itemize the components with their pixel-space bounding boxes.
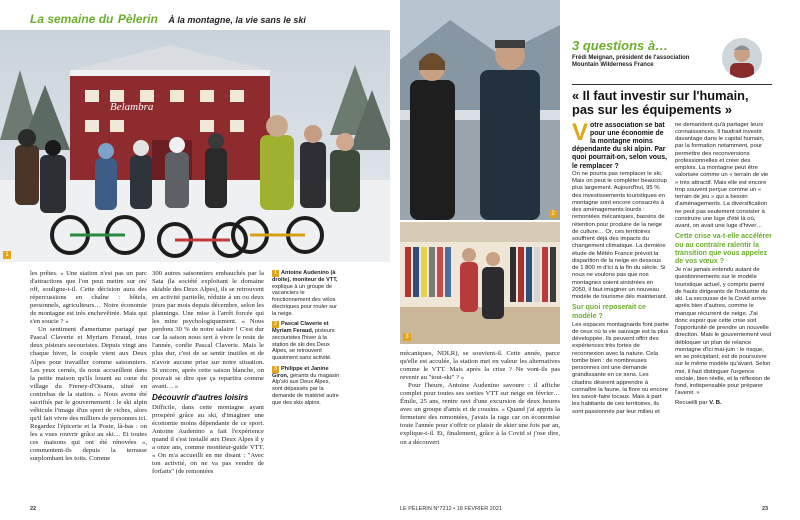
- interview-box: [572, 38, 772, 503]
- interview-guest: Frédi Meignan, président de l'association Mountain Wilderness France: [572, 55, 690, 69]
- interview-column-2: [675, 122, 772, 500]
- subhead-loisirs: Découvrir d'autres loisirs: [152, 392, 249, 402]
- paragraph: Difficile, dans cette montagne ayant prospéré grâce au ski, d'imaginer une économie moins dépendante de ce sport. Antoine Audenino a fait l'expérience quand il s'est installé aux Deux Alpes il y a onze ans, comme moniteur-guide VTT. « On m'a accueilli en me disant : "Avec ton activité, on ne va pas vendre de forfaits" (de remontées: [152, 403, 264, 476]
- hotel-sign: Belambra: [110, 101, 154, 113]
- interview-a1: On ne pourra pas remplacer le ski. Mais on peut le compléter beaucoup plus largement. Aujourd'hui, 95 % des investissements touristiques en montagne sont encore consacrés à des aménagements lourds : remontées mécaniques, bassins de rétention pour produire de la neige de culture… Or, ces territoires souffrent déjà des impacts du changement climatique. La dernière étude de Météo France prévoit la disparition de la neige en dessous de 1 800 m d'ici à la fin du siècle. Si nous ne voulons pas que nos montagnes soient sinistrées en 2050, il faut imaginer un nouveau modèle de tourisme dès maintenant.: [572, 170, 668, 301]
- paragraph: Pour l'heure, Antoine Audenino savoure : il affiche complet pour toutes ses sorties VTT sur neige en février… Émile, 25 ans, rentre ravi d'une excursion de deux heures avec un groupe d'amis et de cousins. « Quand j'ai appris la fermeture des remontées, j'avais la rage car on économise toute l'année pour s'offrir ce plaisir de skier une fois par an, explique-t-il. Et, finalement, grâce à la Covid si j'ose dire, on a découvert: [400, 382, 560, 446]
- photo-pisteurs: [400, 0, 560, 220]
- captions: [272, 270, 340, 406]
- pisteurs-photo: [400, 0, 560, 220]
- footer-center: [400, 506, 502, 512]
- caption-bold: Pascal Claverie et Myriam Feraud,: [272, 321, 329, 335]
- photo-number-3: 3: [403, 333, 411, 341]
- footer-left: [30, 506, 36, 512]
- section-header: [30, 10, 306, 26]
- interview-kicker: 3 questions à…: [572, 38, 669, 53]
- paragraph: 300 autres saisonniers embauchés par la Sata (la société exploitant le domaine skiable des Deux Alpes), ils se retrouvent en activité partielle, réduite à un ou deux jours par mois depuis décembre, selon les plannings. Une mise à l'arrêt forcée qui les mine psychologiquement. « Nous perdons 30 % de notre salaire ! C'est dur car la saison nous sert à vivre le reste de l'année, confie Pascal Claverie. Mais le plus dur, c'est de se sentir inutiles et de n'avoir aucune prise sur notre situation. Si encore, après cette saison blanche, on pouvait se dire que ça repartira comme avant… »: [152, 270, 264, 390]
- interview-credit: [675, 400, 772, 407]
- shop-photo: [400, 222, 560, 344]
- portrait-photo: [722, 38, 762, 78]
- caption-text: pisteurs secouristes l'hiver à la station de ski des Deux Alpes, se retrouvent quasiment sans activité.: [272, 328, 335, 362]
- article-column-2: [152, 270, 264, 502]
- article-column-4: [400, 350, 560, 498]
- caption-3: [272, 366, 340, 407]
- interview-q2: Sur quoi reposerait ce modèle ?: [572, 304, 646, 320]
- guest-portrait: [722, 38, 762, 78]
- caption-number: 3: [273, 365, 278, 372]
- credit-name: V. B.: [709, 399, 722, 406]
- main-photo: [0, 30, 390, 262]
- paragraph: les prêtes. « Une station n'est pas un parc d'attractions que l'on peut mettre sur on/ off, souligne-t-il. Cette décision aura des répercussions en chaîne : hôtels, personnels, agriculteurs… Notre économie de montagne est très enchevêtrée. Mais qui s'en soucie ? »: [30, 270, 147, 326]
- drop-cap: V: [572, 121, 589, 146]
- page-number-right: 23: [762, 506, 769, 512]
- photo-magasin: [400, 222, 560, 344]
- paragraph: Un sentiment d'amertume partagé par Pascal Claverie et Myriam Feraud, tous deux pisteurs secouristes. Depuis vingt ans chaque hiver, le couple vient aux Deux Alpes pour travailler comme saisonniers. Les yeux cernés, ils nous accueillent dans la petite maison qu'ils louent au cœur du village du Freney-d'Oisans, situé en contrebas de la station. « Nous avons été sacrifiés par le gouvernement : le ski alpin véhicule l'image d'un sport de riches, alors qu'il fait vivre des milliers de personnes ici. Regardez l'épicerie et la Poste, là-bas : on les a vues rouvrir grâce au ski… Et toutes ces maisons qui ont été rénovées », commentent-ils depuis la terrasse surplombant les toits. Comme: [30, 326, 147, 463]
- interview-q3: Cette crise va-t-elle accélérer ou au contraire ralentir la transition que vous appelez de vos vœux ?: [675, 233, 772, 265]
- caption-bold: Philippe et Janine Giron,: [272, 365, 329, 379]
- page-number-left: 22: [30, 506, 37, 512]
- article-column-1: [30, 270, 147, 500]
- caption-number: 2: [273, 321, 278, 328]
- caption-number: 1: [273, 270, 278, 276]
- interview-divider: [572, 84, 772, 85]
- caption-text: explique à un groupe de vacanciers le fonctionnement des vélos électriques pour rouler sur la neige.: [272, 283, 337, 317]
- credit-prefix: Recueilli par: [675, 399, 708, 406]
- footer-center-text: LE PÈLERIN N°7212 • 18 FÉVRIER 2021: [400, 506, 502, 512]
- section-subtitle: À la montagne, la vie sans le ski: [168, 15, 306, 25]
- caption-text: gérants du magasin Alp'ski aux Deux Alpes, sont dépassés par la demande de matériel autre que des skis alpins.: [272, 372, 340, 406]
- brand-prefix: La semaine du: [30, 12, 114, 26]
- photo-number-2: 2: [549, 210, 557, 218]
- interview-q1: [572, 122, 669, 171]
- caption-bold: Antoine Audenino (à droite), moniteur de VTT,: [272, 270, 338, 283]
- caption-2: [272, 321, 340, 362]
- paragraph: mécaniques, NDLR), se souvient-il. Cette année, parce qu'elle est acculée, la station met en valeur les alternatives comme le VTT. Mais après la crise ? Ne vont-ils pas revenir au "tout-ski" ? »: [400, 350, 560, 382]
- interview-headline: « Il faut investir sur l'humain, pas sur les équipements »: [572, 87, 749, 118]
- ski-station-photo: [0, 30, 390, 262]
- interview-a2: Les espaces montagnards font partie de ceux où la vie sauvage est la plus développée. Ils peuvent offrir des expériences très fortes de reconnexion avec la nature. Cela tombe bien : de nombreuses personnes ont une demande grandissante en ce sens. Les citadins désirent apprendre à connaître la faune, la flore ou encore les savoir-faire locaux. Mais à part les habitants de ces territoires, ils sont passionnés par leur milieu et: [572, 321, 669, 415]
- q1-text: otre association se bat pour une économie de la montagne moins dépendante du ski alpin. Par quoi pourrait-on, selon vous, le remplacer ?: [572, 121, 667, 170]
- interview-a3: Je n'ai jamais entendu autant de questionnements sur le modèle touristique actuel, y compris parmi de hauts dirigeants de l'industrie du ski. La secousse de la Covid arrive après bien d'autres, comme le manque récurrent de neige. J'ai donc espoir que cette crise soit l'opportunité de prendre un nouvelle direction. Mais le gouvernement veut débloquer un plan de relance montagne d'ici mai-juin : le risque, en se précipitant, est de poursuivre sur le même modèle qu'avant. Selon moi, il faut distinguer l'urgence sociale, bien réelle, et la réflexion de fond, indispensable pour préparer l'avenir. »: [675, 267, 772, 397]
- interview-column-1: [572, 122, 669, 500]
- brand-name: Pèlerin: [117, 12, 158, 26]
- caption-1: [272, 270, 340, 317]
- interview-a2b: ne demandent qu'à partager leurs connaissances. Il faudrait investir davantage dans le capital humain, par la formation notamment, pour permettre des reconversions professionnelles et créer des emplois. La montagne peut être valorisée comme un « terrain de vie » très attractif. Mais elle est encore trop souvent perçue comme un « terrain de jeu » qui a besoin d'aménagements. La diversification ne peut pas seulement consister à construire une luge d'été là où, avant, on avait une luge d'hiver…: [675, 121, 769, 230]
- footer-right: [762, 506, 768, 512]
- photo-number-1: 1: [3, 251, 11, 259]
